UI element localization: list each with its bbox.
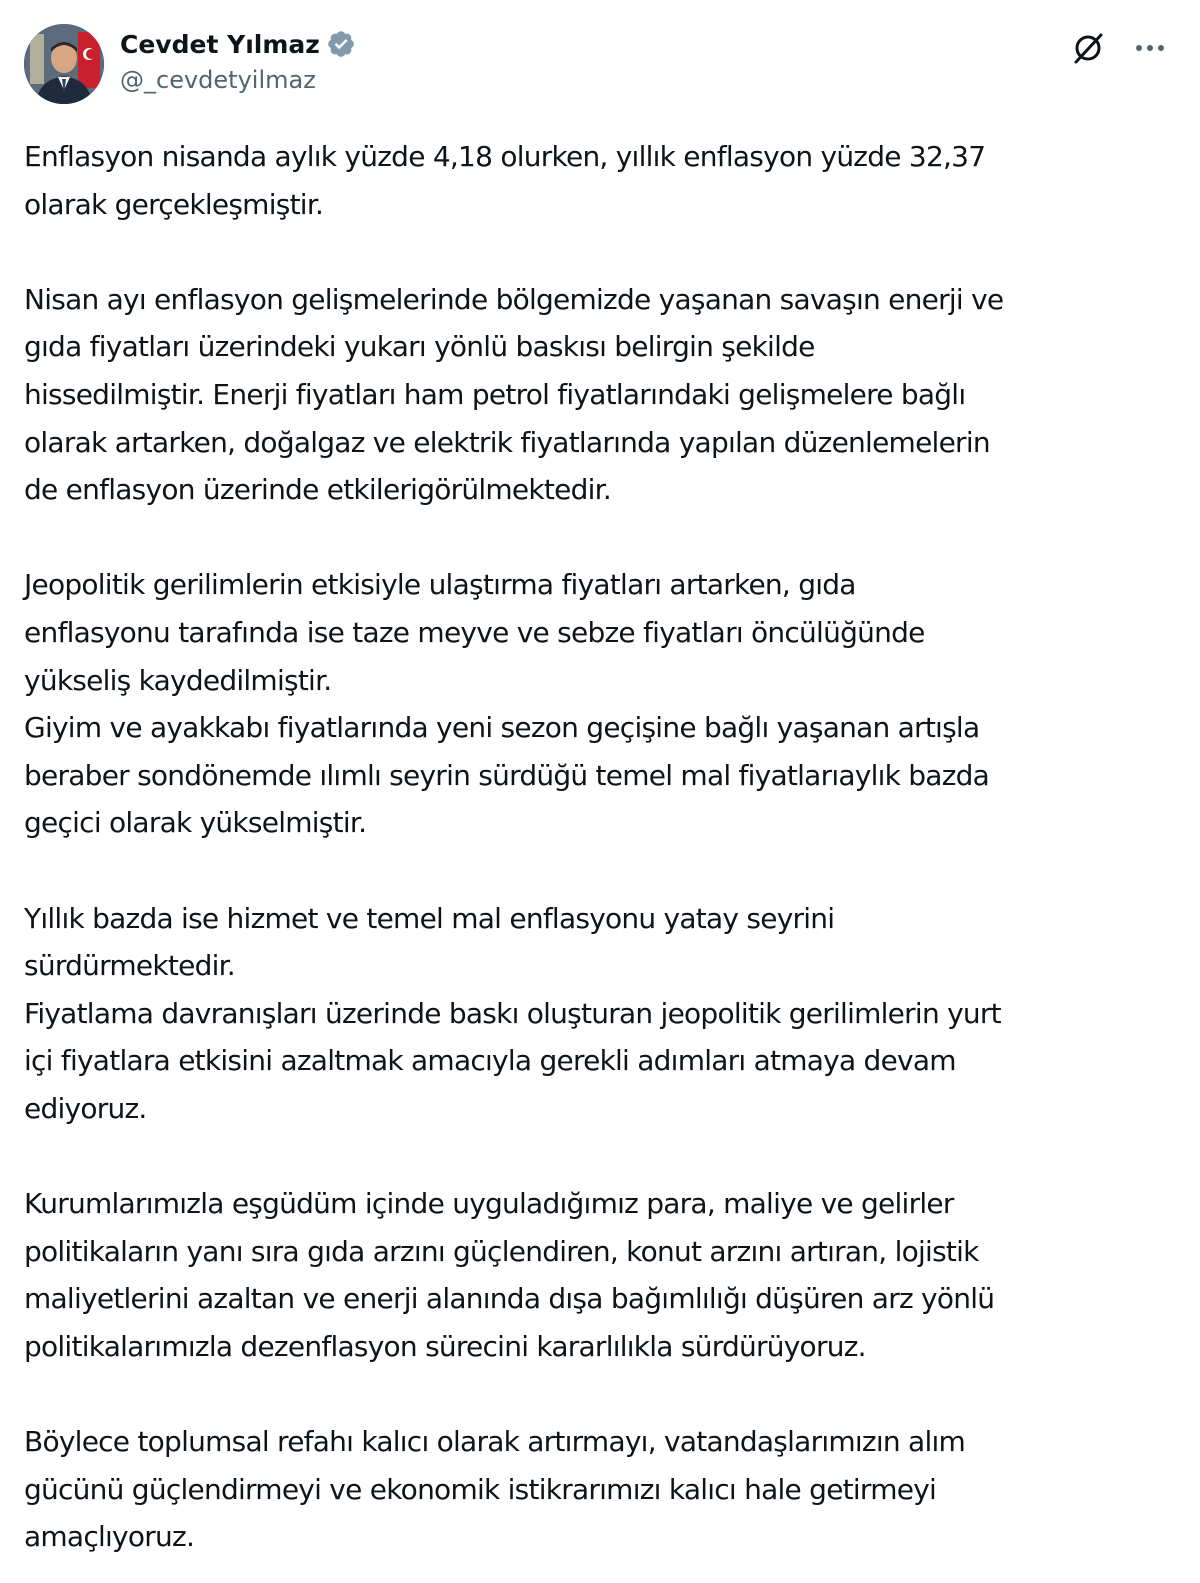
blank-line <box>24 514 1184 562</box>
text-line: ediyoruz. <box>24 1091 147 1125</box>
text-line: maliyetlerini azaltan ve enerji alanında dışa bağımlılığı düşüren arz yönlü <box>24 1282 995 1316</box>
text-line: geçici olarak yükselmiştir. <box>24 806 367 840</box>
text-line: Yıllık bazda ise hizmet ve temel mal enflasyonu yatay seyrini <box>24 901 835 935</box>
display-name[interactable]: Cevdet Yılmaz <box>120 29 320 59</box>
text-line: Fiyatlama davranışları üzerinde baskı oluşturan jeopolitik gerilimlerin yurt <box>24 996 1001 1030</box>
text-line: amaçlıyoruz. <box>24 1520 195 1554</box>
author-names <box>120 26 356 94</box>
text-line: yükseliş kaydedilmiştir. <box>24 663 332 697</box>
blank-line <box>24 847 1184 895</box>
text-line: Böylece toplumsal refahı kalıcı olarak artırmayı, vatandaşlarımızın alım <box>24 1425 966 1459</box>
avatar[interactable] <box>24 24 104 104</box>
header-actions <box>1070 30 1168 66</box>
blank-line <box>24 1132 1184 1180</box>
text-line: Enflasyon nisanda aylık yüzde 4,18 olurken, yıllık enflasyon yüzde 32,37 <box>24 140 986 173</box>
more-dots-icon[interactable] <box>1132 30 1168 66</box>
post-text <box>24 133 1184 1561</box>
text-line: hissedilmiştir. Enerji fiyatları ham petrol fiyatlarındaki gelişmelere bağlı <box>24 377 966 411</box>
text-line: de enflasyon üzerinde etkilerigörülmektedir. <box>24 473 611 507</box>
avatar-image <box>24 24 104 104</box>
verified-badge-icon[interactable] <box>326 29 356 59</box>
text-line: olarak gerçekleşmiştir. <box>24 187 324 221</box>
text-line: Kurumlarımızla eşgüdüm içinde uyguladığımız para, maliye ve gelirler <box>24 1187 954 1221</box>
handle[interactable]: @_cevdetyilmaz <box>120 66 316 94</box>
text-line: olarak artarken, doğalgaz ve elektrik fiyatlarında yapılan düzenlemelerin <box>24 425 990 459</box>
text-line: politikaların yanı sıra gıda arzını güçlendiren, konut arzını artıran, lojistik <box>24 1234 979 1268</box>
text-line: enflasyonu tarafında ise taze meyve ve sebze fiyatları öncülüğünde <box>24 615 925 649</box>
text-line: sürdürmektedir. <box>24 949 235 983</box>
blank-line <box>24 1370 1184 1418</box>
text-line: içi fiyatlara etkisini azaltmak amacıyla gerekli adımları atmaya devam <box>24 1044 956 1078</box>
blank-line <box>24 228 1184 276</box>
text-line: Jeopolitik gerilimlerin etkisiyle ulaştırma fiyatları artarken, gıda <box>24 568 856 602</box>
slashed-circle-icon[interactable] <box>1070 30 1106 66</box>
text-line: Giyim ve ayakkabı fiyatlarında yeni sezon geçişine bağlı yaşanan artışla <box>24 711 980 745</box>
text-line: gıda fiyatları üzerindeki yukarı yönlü baskısı belirgin şekilde <box>24 330 815 364</box>
display-name-row <box>120 26 356 62</box>
text-line: politikalarımızla dezenflasyon sürecini kararlılıkla sürdürüyoruz. <box>24 1329 866 1363</box>
text-line: gücünü güçlendirmeyi ve ekonomik istikrarımızı kalıcı hale getirmeyi <box>24 1472 937 1506</box>
text-line: Nisan ayı enflasyon gelişmelerinde bölgemizde yaşanan savaşın enerji ve <box>24 282 1004 316</box>
text-line: beraber sondönemde ılımlı seyrin sürdüğü temel mal fiyatlarıaylık bazda <box>24 758 990 792</box>
post-header <box>24 22 1176 104</box>
